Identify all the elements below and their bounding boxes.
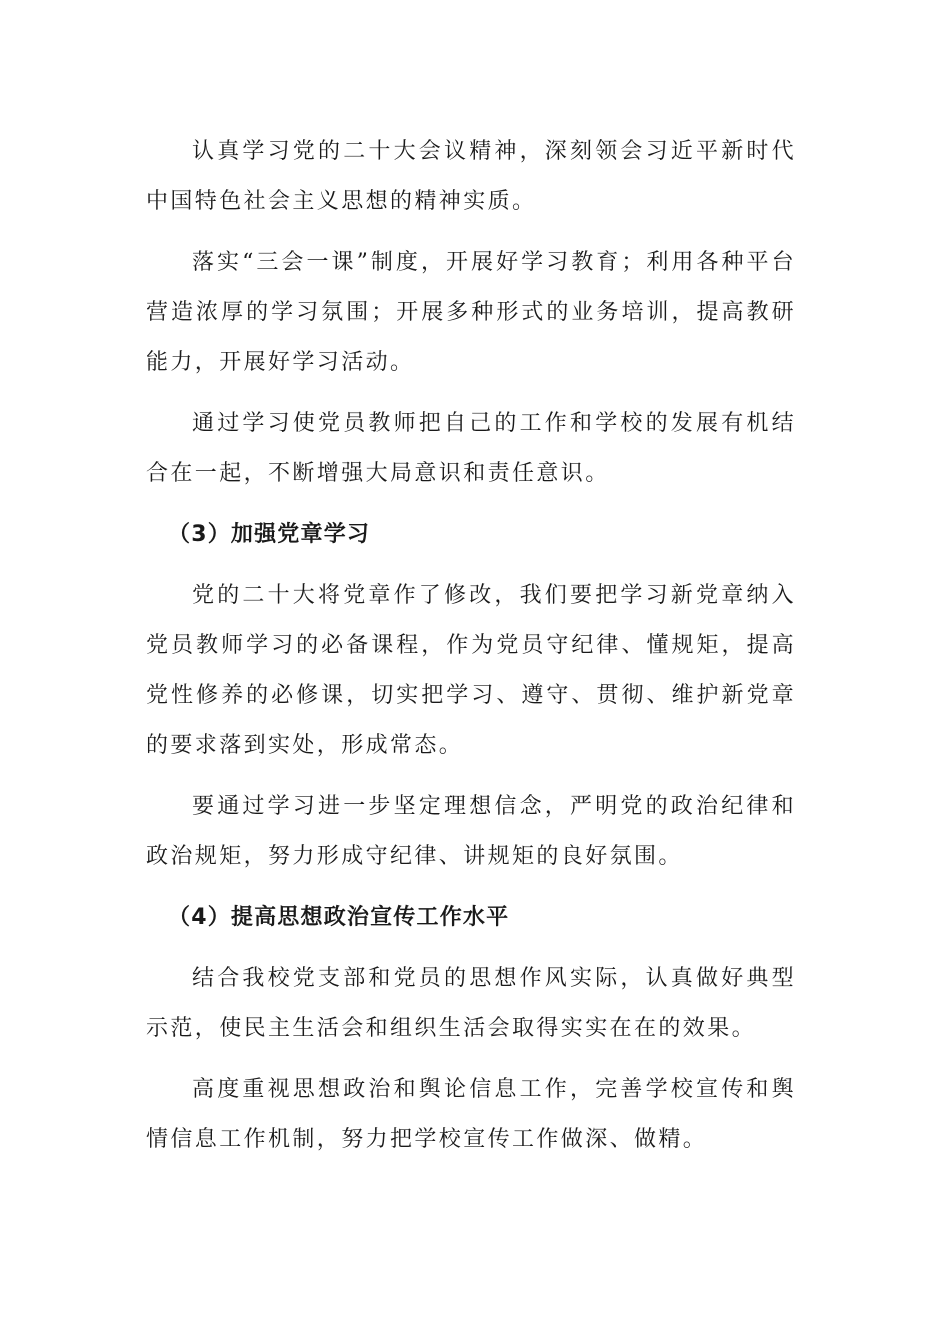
document-body [146,127,796,1176]
paragraph-party-constitution: 党的二十大将党章作了修改，我们要把学习新党章纳入党员教师学习的必备课程，作为党员守纪律、懂规矩，提高党性修养的必修课，切实把学习、遵守、贯彻、维护新党章的要求落到实处，形成常态。 [146,583,796,758]
paragraph-ideals-discipline: 要通过学习进一步坚定理想信念，严明党的政治纪律和政治规矩，努力形成守纪律、讲规矩的良好氛围。 [146,794,796,869]
section-heading-3: （3）加强党章学习 [168,522,371,547]
section-heading-4: （4）提高思想政治宣传工作水平 [168,905,510,930]
paragraph-study-spirit: 认真学习党的二十大会议精神，深刻领会习近平新时代中国特色社会主义思想的精神实质。 [146,139,796,214]
paragraph-publicity-work: 高度重视思想政治和舆论信息工作，完善学校宣传和舆情信息工作机制，努力把学校宣传工作做深、做精。 [146,1077,796,1152]
paragraph-combine-work: 通过学习使党员教师把自己的工作和学校的发展有机结合在一起，不断增强大局意识和责任意识。 [146,411,796,486]
paragraph-three-meetings: 落实“三会一课”制度，开展好学习教育；利用各种平台营造浓厚的学习氛围；开展多种形式的业务培训，提高教研能力，开展好学习活动。 [146,250,796,375]
paragraph-typical-example: 结合我校党支部和党员的思想作风实际，认真做好典型示范，使民主生活会和组织生活会取得实实在在的效果。 [146,966,796,1041]
